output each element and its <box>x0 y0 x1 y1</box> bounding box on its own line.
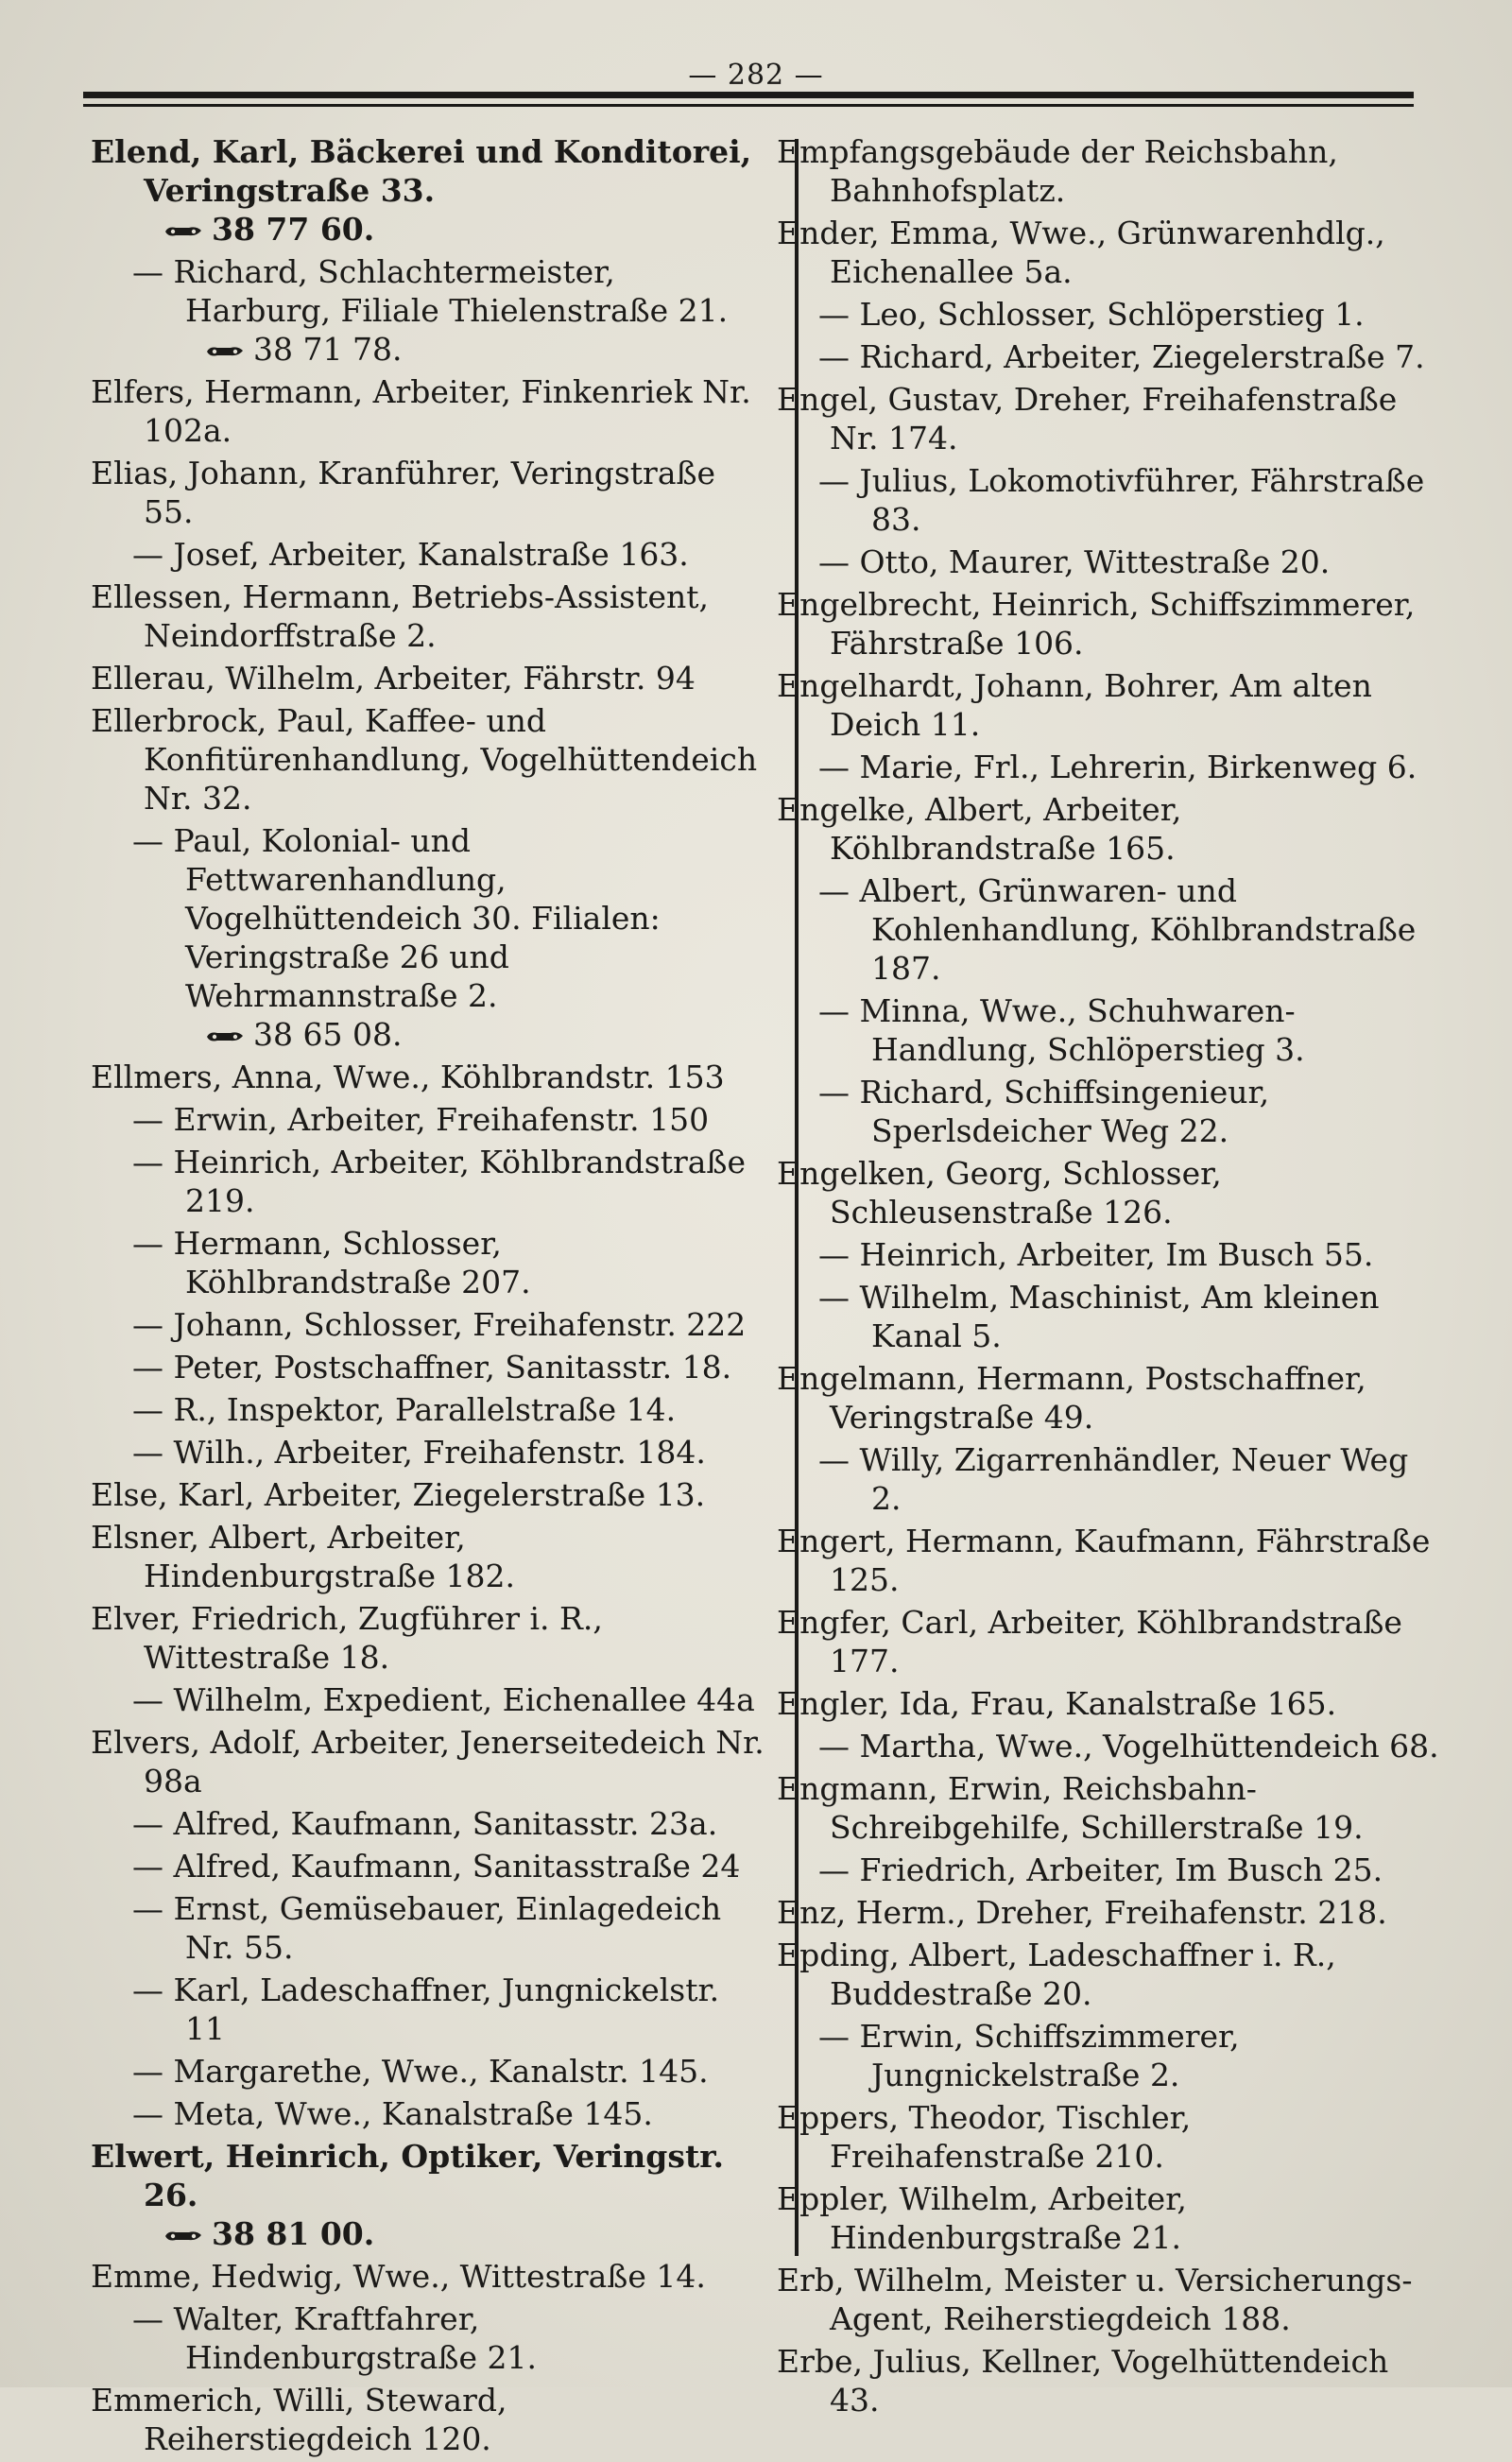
entry-text: Elsner, Albert, Arbeiter, Hindenburgstraße 182. <box>91 1519 515 1594</box>
directory-entry <box>91 1518 767 1595</box>
entry-text: Else, Karl, Arbeiter, Ziegelerstraße 13. <box>91 1476 706 1513</box>
directory-entry <box>777 585 1448 663</box>
directory-entry <box>91 1058 767 1096</box>
entry-text: — Walter, Kraftfahrer, Hindenburgstraße 21. <box>132 2300 537 2376</box>
directory-entry <box>91 132 767 249</box>
entry-text: Engler, Ida, Frau, Kanalstraße 165. <box>777 1685 1337 1722</box>
directory-entry <box>777 1603 1448 1680</box>
entry-text: — Wilh., Arbeiter, Freihafenstr. 184. <box>132 1434 706 1471</box>
entry-text: — Margarethe, Wwe., Kanalstr. 145. <box>132 2053 709 2090</box>
directory-entry <box>777 214 1448 291</box>
entry-text: Engelbrecht, Heinrich, Schiffszimmerer, Fährstraße 106. <box>777 586 1416 662</box>
directory-entry <box>91 2052 767 2091</box>
entry-text: — Heinrich, Arbeiter, Köhlbrandstraße 219. <box>132 1144 746 1219</box>
directory-entry <box>91 2299 767 2377</box>
entry-text: Emmerich, Willi, Steward, Reiherstiegdeich 120. <box>91 2382 507 2457</box>
directory-entry <box>777 666 1448 744</box>
directory-entry <box>777 295 1448 334</box>
entry-text: — Alfred, Kaufmann, Sanitasstraße 24 <box>132 1848 741 1885</box>
entry-text: Engert, Hermann, Kaufmann, Fährstraße 125. <box>777 1523 1431 1598</box>
telephone-hand-icon <box>206 344 244 359</box>
directory-entry <box>777 1769 1448 1847</box>
entry-text: Ellmers, Anna, Wwe., Köhlbrandstr. 153 <box>91 1059 725 1095</box>
directory-entry <box>91 1475 767 1514</box>
directory-entry <box>91 1804 767 1843</box>
right-column <box>777 132 1448 2423</box>
entry-text: — Alfred, Kaufmann, Sanitasstr. 23a. <box>132 1805 718 1842</box>
directory-entry <box>777 1936 1448 2013</box>
directory-entry <box>777 748 1448 786</box>
directory-entry <box>777 1851 1448 1889</box>
entry-text: — R., Inspektor, Parallelstraße 14. <box>132 1391 677 1428</box>
directory-entry <box>777 1073 1448 1150</box>
directory-entry <box>777 1522 1448 1599</box>
header-rule <box>83 92 1414 107</box>
directory-entry <box>91 701 767 818</box>
entry-text: — Leo, Schlosser, Schlöperstieg 1. <box>818 296 1365 333</box>
telephone-number <box>164 2214 767 2253</box>
directory-entry <box>91 372 767 450</box>
telephone-number <box>206 1015 767 1054</box>
telephone-number <box>164 210 767 249</box>
directory-entry <box>91 1847 767 1885</box>
directory-entry <box>777 461 1448 539</box>
entry-text: Engmann, Erwin, Reichsbahn-Schreibgehilfe, Schillerstraße 19. <box>777 1770 1364 1846</box>
directory-entry <box>91 1971 767 2048</box>
entry-text: — Willy, Zigarrenhändler, Neuer Weg 2. <box>818 1441 1409 1517</box>
entry-text: Engelke, Albert, Arbeiter, Köhlbrandstraße 165. <box>777 791 1182 867</box>
directory-entry <box>777 1440 1448 1518</box>
entry-text: — Heinrich, Arbeiter, Im Busch 55. <box>818 1236 1374 1273</box>
directory-entry <box>91 535 767 574</box>
entry-text: — Friedrich, Arbeiter, Im Busch 25. <box>818 1851 1383 1888</box>
entry-text: — Peter, Postschaffner, Sanitasstr. 18. <box>132 1349 732 1386</box>
directory-entry <box>777 2261 1448 2338</box>
entry-text: — Richard, Schlachtermeister, Harburg, Filiale Thielenstraße 21. <box>132 253 729 329</box>
directory-entry <box>91 821 767 1054</box>
entry-text: — Josef, Arbeiter, Kanalstraße 163. <box>132 536 689 573</box>
directory-entry <box>777 2017 1448 2094</box>
directory-entry <box>91 2257 767 2296</box>
entry-text: — Albert, Grünwaren- und Kohlenhandlung, Köhlbrandstraße 187. <box>818 872 1417 987</box>
entry-text: — Erwin, Arbeiter, Freihafenstr. 150 <box>132 1101 710 1138</box>
directory-entry <box>777 1278 1448 1355</box>
entry-text: — Marie, Frl., Lehrerin, Birkenweg 6. <box>818 749 1418 785</box>
entry-text: — Wilhelm, Expedient, Eichenallee 44a <box>132 1681 755 1718</box>
entry-text: Eppler, Wilhelm, Arbeiter, Hindenburgstraße 21. <box>777 2180 1187 2256</box>
telephone-number <box>206 330 767 369</box>
telephone-hand-icon <box>164 2229 202 2244</box>
entry-text: — Meta, Wwe., Kanalstraße 145. <box>132 2095 653 2132</box>
directory-entry <box>777 1727 1448 1765</box>
directory-entry <box>777 337 1448 376</box>
directory-entry <box>91 659 767 697</box>
entry-text: Erb, Wilhelm, Meister u. Versicherungs-Agent, Reiherstiegdeich 188. <box>777 2262 1413 2337</box>
entry-text: Engelhardt, Johann, Bohrer, Am alten Deich 11. <box>777 667 1372 743</box>
directory-entry <box>777 1154 1448 1231</box>
directory-entry <box>91 1680 767 1719</box>
directory-entry <box>91 1599 767 1677</box>
entry-text: Engel, Gustav, Dreher, Freihafenstraße Nr. 174. <box>777 381 1398 456</box>
telephone-number-text: 38 77 60. <box>212 211 375 248</box>
directory-entry <box>91 1100 767 1139</box>
entry-text: Ellerbrock, Paul, Kaffee- und Konfitürenhandlung, Vogelhüttendeich Nr. 32. <box>91 702 758 817</box>
directory-entry <box>91 454 767 531</box>
entry-text: Epding, Albert, Ladeschaffner i. R., Buddestraße 20. <box>777 1937 1336 2012</box>
entry-text: Enz, Herm., Dreher, Freihafenstr. 218. <box>777 1894 1387 1931</box>
left-column <box>91 132 767 2462</box>
entry-text: — Martha, Wwe., Vogelhüttendeich 68. <box>818 1728 1439 1765</box>
directory-entry <box>777 2179 1448 2257</box>
directory-entry <box>777 1684 1448 1723</box>
entry-text: — Richard, Arbeiter, Ziegelerstraße 7. <box>818 338 1425 375</box>
directory-entry <box>777 542 1448 581</box>
directory-entry <box>91 252 767 369</box>
directory-entry <box>91 2137 767 2253</box>
entry-text: Elend, Karl, Bäckerei und Konditorei, Veringstraße 33. <box>91 133 752 209</box>
entry-text: Elver, Friedrich, Zugführer i. R., Wittestraße 18. <box>91 1600 603 1676</box>
entry-text: Eppers, Theodor, Tischler, Freihafenstraße 210. <box>777 2099 1192 2175</box>
entry-text: Ender, Emma, Wwe., Grünwarenhdlg., Eichenallee 5a. <box>777 215 1385 290</box>
entry-text: — Hermann, Schlosser, Köhlbrandstraße 207. <box>132 1225 531 1300</box>
entry-text: Elvers, Adolf, Arbeiter, Jenerseitedeich Nr. 98a <box>91 1724 765 1799</box>
entry-text: Elias, Johann, Kranführer, Veringstraße 55. <box>91 455 716 530</box>
entry-text: Erbe, Julius, Kellner, Vogelhüttendeich 43. <box>777 2343 1389 2419</box>
telephone-number-text: 38 65 08. <box>253 1016 403 1053</box>
entry-text: — Julius, Lokomotivführer, Fährstraße 83. <box>818 462 1425 538</box>
directory-entry <box>91 2094 767 2133</box>
entry-text: Engelken, Georg, Schlosser, Schleusenstraße 126. <box>777 1155 1222 1231</box>
entry-text: Engelmann, Hermann, Postschaffner, Veringstraße 49. <box>777 1360 1366 1436</box>
entry-text: — Otto, Maurer, Wittestraße 20. <box>818 543 1331 580</box>
entry-text: — Karl, Ladeschaffner, Jungnickelstr. 11 <box>132 1971 720 2047</box>
directory-entry <box>91 1433 767 1472</box>
directory-entry <box>91 1723 767 1800</box>
entry-text: — Erwin, Schiffszimmerer, Jungnickelstraße 2. <box>818 2018 1240 2093</box>
entry-text: Elwert, Heinrich, Optiker, Veringstr. 26. <box>91 2138 725 2213</box>
directory-entry <box>91 1889 767 1967</box>
entry-text: — Ernst, Gemüsebauer, Einlagedeich Nr. 55. <box>132 1890 722 1966</box>
directory-entry <box>777 1893 1448 1932</box>
directory-entry <box>777 2342 1448 2419</box>
directory-entry <box>91 1348 767 1386</box>
directory-entry <box>777 2098 1448 2176</box>
directory-entry <box>777 1235 1448 1274</box>
directory-entry <box>777 1359 1448 1437</box>
directory-entry <box>91 2381 767 2458</box>
entry-text: — Paul, Kolonial- und Fettwarenhandlung, Vogelhüttendeich 30. Filialen: Veringstraße 26 und Wehrmannstraße 2. <box>132 822 661 1014</box>
directory-entry <box>777 790 1448 868</box>
entry-text: Emme, Hedwig, Wwe., Wittestraße 14. <box>91 2258 706 2295</box>
entry-text: Ellessen, Hermann, Betriebs-Assistent, Neindorffstraße 2. <box>91 578 709 654</box>
entry-text: Empfangsgebäude der Reichsbahn, Bahnhofsplatz. <box>777 133 1338 209</box>
directory-entry <box>777 871 1448 988</box>
directory-entry <box>777 132 1448 210</box>
telephone-number-text: 38 71 78. <box>253 331 403 368</box>
telephone-number-text: 38 81 00. <box>212 2215 375 2252</box>
directory-entry <box>91 1390 767 1429</box>
directory-entry <box>91 1224 767 1301</box>
directory-entry <box>777 991 1448 1069</box>
directory-entry <box>91 577 767 655</box>
entry-text: — Minna, Wwe., Schuhwaren-Handlung, Schlöperstieg 3. <box>818 992 1305 1068</box>
entry-text: Elfers, Hermann, Arbeiter, Finkenriek Nr. 102a. <box>91 373 751 449</box>
entry-text: Ellerau, Wilhelm, Arbeiter, Fährstr. 94 <box>91 660 696 697</box>
entry-text: — Johann, Schlosser, Freihafenstr. 222 <box>132 1306 747 1343</box>
telephone-hand-icon <box>164 224 202 239</box>
directory-entry <box>91 1143 767 1220</box>
page-number: — 282 — <box>688 59 824 92</box>
entry-text: Engfer, Carl, Arbeiter, Köhlbrandstraße 177. <box>777 1604 1402 1679</box>
directory-entry <box>777 380 1448 457</box>
entry-text: — Richard, Schiffsingenieur, Sperlsdeicher Weg 22. <box>818 1074 1270 1149</box>
telephone-hand-icon <box>206 1029 244 1044</box>
directory-entry <box>91 1305 767 1344</box>
entry-text: — Wilhelm, Maschinist, Am kleinen Kanal 5. <box>818 1279 1380 1354</box>
